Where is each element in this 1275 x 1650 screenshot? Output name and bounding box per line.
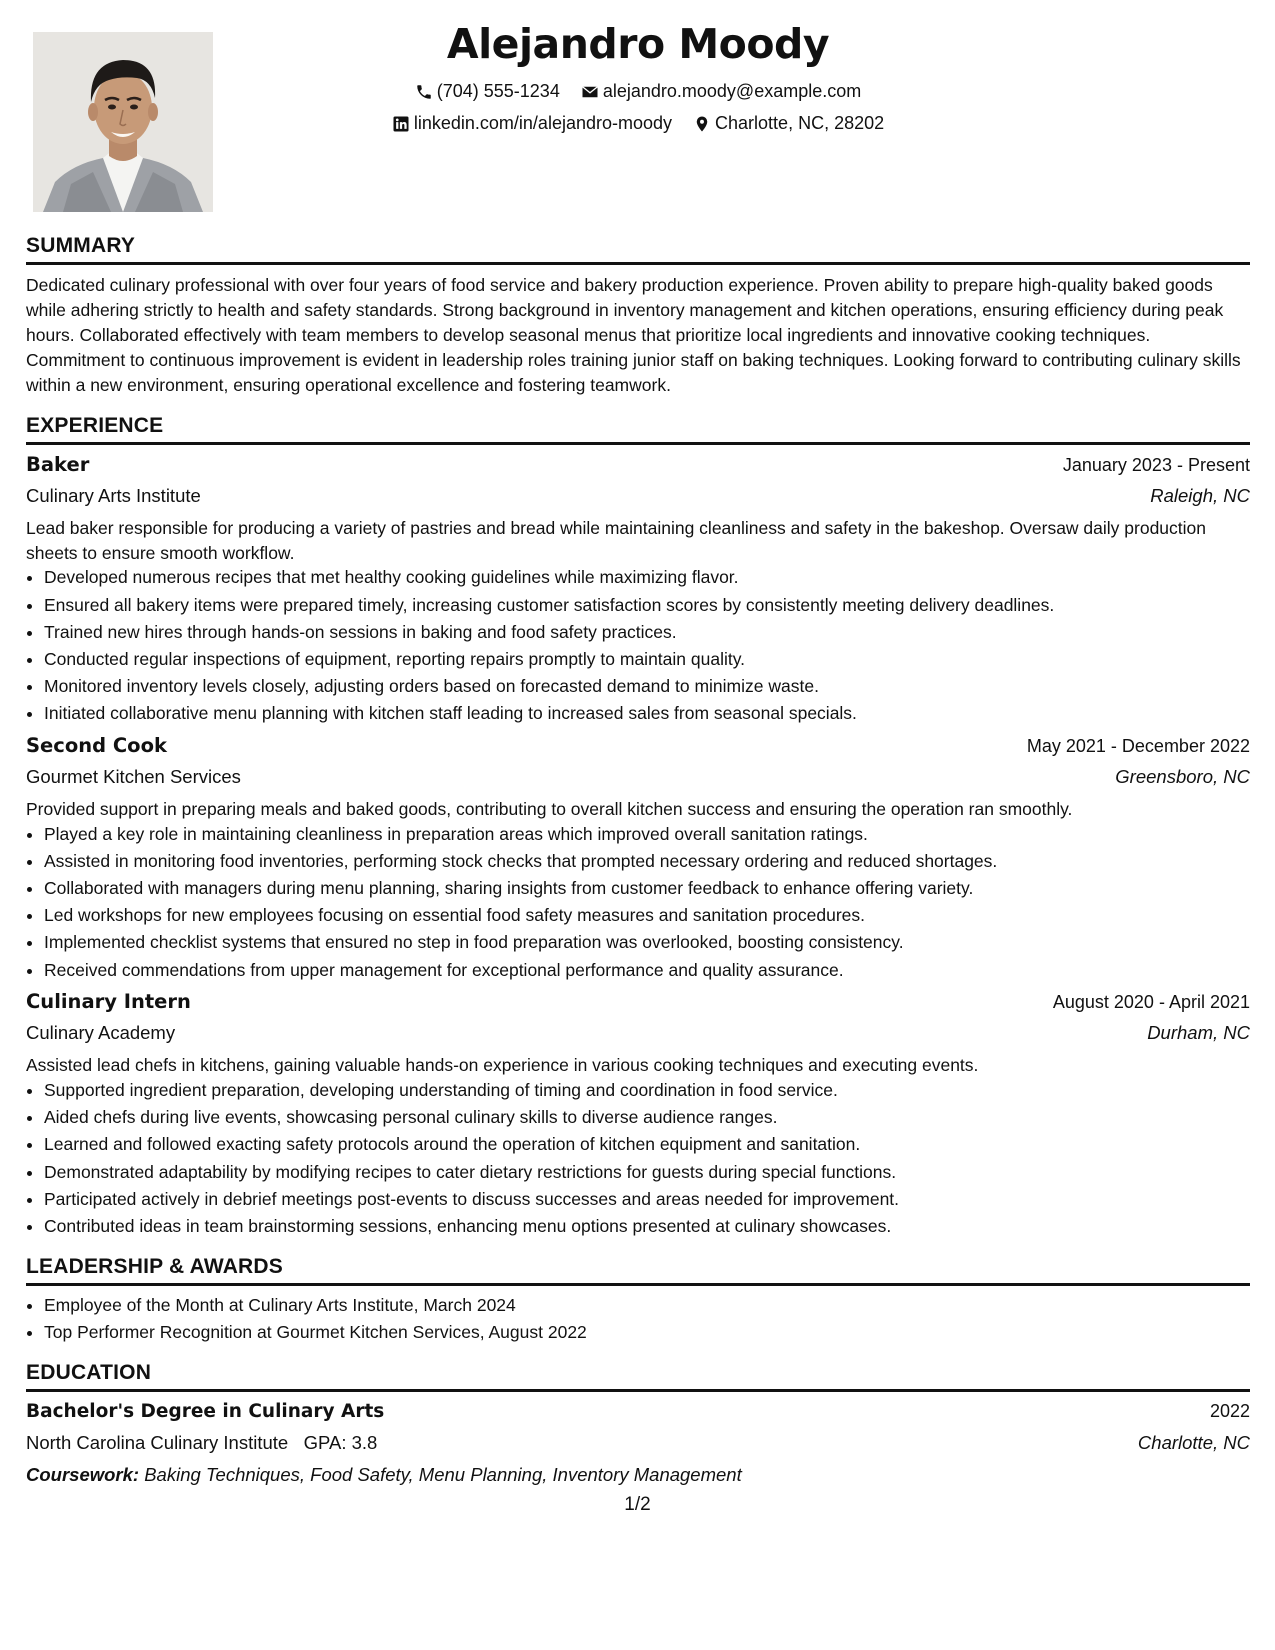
list-item: • Received commendations from upper management for exceptional performance and quality assurance. [44, 958, 1250, 983]
location-text: Charlotte, NC, 28202 [715, 113, 885, 133]
school-location: Charlotte, NC [1137, 1431, 1250, 1453]
awards-list [26, 1293, 1250, 1345]
job-bullets [26, 565, 1250, 726]
coursework [26, 1462, 1250, 1488]
phone-icon [415, 83, 433, 101]
linkedin-text: linkedin.com/in/alejandro-moody [413, 113, 673, 133]
contact-line-2 [26, 111, 1250, 140]
job-title: Culinary Intern [26, 990, 191, 1014]
candidate-name: Alejandro Moody [446, 20, 830, 68]
list-item: • Top Performer Recognition at Gourmet Kitchen Services, August 2022 [44, 1320, 1250, 1345]
list-item: • Trained new hires through hands-on sessions in baking and food safety practices. [44, 620, 1250, 645]
linkedin-icon [392, 115, 410, 133]
graduation-year: 2022 [1209, 1401, 1250, 1422]
list-item: • Conducted regular inspections of equipment, reporting repairs promptly to maintain quality. [44, 647, 1250, 672]
list-item: • Supported ingredient preparation, developing understanding of timing and coordination in food service. [44, 1078, 1250, 1103]
job-title: Baker [26, 452, 90, 476]
map-pin-icon [693, 115, 711, 133]
experience-entry [26, 451, 1250, 726]
experience-entry [26, 732, 1250, 982]
experience-entry [26, 988, 1250, 1238]
job-location: Greensboro, NC [1115, 765, 1250, 787]
section-title-education: EDUCATION [26, 1359, 1250, 1392]
list-item: • Demonstrated adaptability by modifying recipes to cater dietary restrictions for guests during special functions. [44, 1160, 1250, 1185]
list-item: • Employee of the Month at Culinary Arts Institute, March 2024 [44, 1293, 1250, 1318]
job-dates: August 2020 - April 2021 [1052, 992, 1250, 1013]
degree-name: Bachelor's Degree in Culinary Arts [26, 1401, 385, 1423]
school-name: North Carolina Culinary Institute [26, 1431, 289, 1453]
job-dates: January 2023 - Present [1062, 454, 1250, 475]
email-contact[interactable] [581, 79, 861, 105]
awards-section [26, 1253, 1250, 1345]
company-name: Culinary Academy [26, 1022, 176, 1044]
job-bullets [26, 822, 1250, 983]
section-title-experience: EXPERIENCE [26, 412, 1250, 445]
job-bullets [26, 1078, 1250, 1239]
coursework-label: Coursework: [26, 1463, 140, 1485]
email-text: alejandro.moody@example.com [602, 81, 862, 101]
resume-page [26, 0, 1250, 1488]
job-description: Assisted lead chefs in kitchens, gaining valuable hands-on experience in various cooking techniques and executing events. [26, 1055, 979, 1076]
job-location: Raleigh, NC [1150, 484, 1250, 506]
list-item: • Implemented checklist systems that ensured no step in food preparation was overlooked, boosting consistency. [44, 930, 1250, 955]
phone-text: (704) 555-1234 [436, 81, 560, 101]
page-number: 1/2 [624, 1494, 651, 1515]
linkedin-contact[interactable] [392, 111, 672, 137]
section-title-awards: LEADERSHIP & AWARDS [26, 1253, 1250, 1286]
company-name: Gourmet Kitchen Services [26, 765, 241, 787]
list-item: • Led workshops for new employees focusing on essential food safety measures and sanitation procedures. [44, 903, 1250, 928]
company-name: Culinary Arts Institute [26, 484, 201, 506]
list-item: • Ensured all bakery items were prepared timely, increasing customer satisfaction scores by consistently meeting delivery deadlines. [44, 593, 1250, 618]
list-item: • Developed numerous recipes that met healthy cooking guidelines while maximizing flavor. [44, 565, 1250, 590]
list-item: • Played a key role in maintaining cleanliness in preparation areas which improved overall sanitation ratings. [44, 822, 1250, 847]
list-item: • Aided chefs during live events, showcasing personal culinary skills to diverse audience ranges. [44, 1105, 1250, 1130]
list-item: • Participated actively in debrief meetings post-events to discuss successes and areas needed for improvement. [44, 1187, 1250, 1212]
section-title-summary: SUMMARY [26, 232, 1250, 265]
envelope-icon [581, 83, 599, 101]
phone-contact[interactable] [415, 79, 560, 105]
summary-text: Dedicated culinary professional with over four years of food service and bakery production experience. Proven ability to prepare high-quality baked goods while adhering strictly to health and safety standards. Strong background in inventory management and kitchen operations, ensuring efficiency during peak hours. Collaborated effectively with team members to develop seasonal menus that prioritize local ingredients and innovative cooking techniques. Commitment to continuous improvement is evident in leadership roles training junior staff on baking techniques. Looking forward to contributing culinary skills within a new environment, ensuring operational excellence and fostering teamwork. [26, 275, 1241, 395]
school-line [26, 1430, 377, 1456]
location-contact [693, 111, 884, 137]
job-description: Lead baker responsible for producing a variety of pastries and bread while maintaining cleanliness and safety in the bakeshop. Oversaw daily production sheets to ensure smooth workflow. [26, 517, 1207, 563]
list-item: • Monitored inventory levels closely, adjusting orders based on forecasted demand to minimize waste. [44, 674, 1250, 699]
list-item: • Contributed ideas in team brainstorming sessions, enhancing menu options presented at culinary showcases. [44, 1214, 1250, 1239]
job-dates: May 2021 - December 2022 [1026, 736, 1250, 756]
gpa: GPA: 3.8 [303, 1431, 378, 1453]
resume-header [26, 0, 1250, 232]
job-location: Durham, NC [1147, 1022, 1250, 1044]
job-title: Second Cook [26, 734, 167, 757]
list-item: • Collaborated with managers during menu planning, sharing insights from customer feedback to enhance offering variety. [44, 876, 1250, 901]
experience-section [26, 412, 1250, 1239]
list-item: • Initiated collaborative menu planning with kitchen staff leading to increased sales from seasonal specials. [44, 701, 1250, 726]
list-item: • Learned and followed exacting safety protocols around the operation of kitchen equipment and sanitation. [44, 1132, 1250, 1157]
contact-line-1 [26, 79, 1250, 108]
education-section [26, 1359, 1250, 1488]
coursework-list: Baking Techniques, Food Safety, Menu Planning, Inventory Management [144, 1463, 742, 1485]
job-description: Provided support in preparing meals and baked goods, contributing to overall kitchen success and ensuring the operation ran smoothly. [26, 798, 1073, 819]
list-item: • Assisted in monitoring food inventories, performing stock checks that prompted necessary ordering and reduced shortages. [44, 849, 1250, 874]
summary-section [26, 232, 1250, 398]
